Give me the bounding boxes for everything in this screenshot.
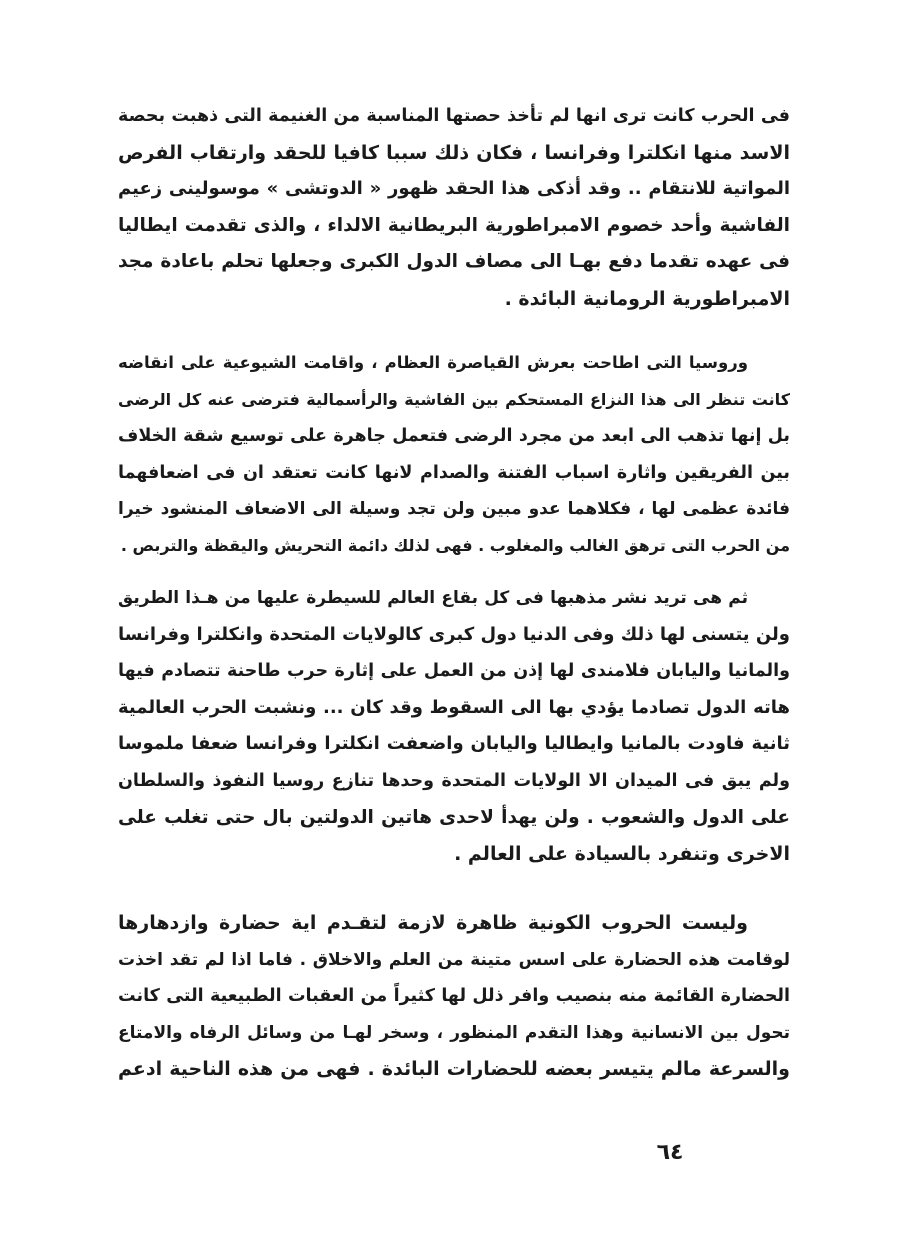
text-line: فى عهده تقدما دفع بهـا الى مصاف الدول الكبرى وجعلها تحلم باعادة مجد [118,251,790,273]
text-line: ثانية فاودت بالمانيا وايطاليا واليابان واضعفت انكلترا وفرانسا ضعفا ملموسا [118,733,790,755]
text-line: وروسيا التى اطاحت بعرش القياصرة العظام ، واقامت الشيوعية على انقاضه [118,353,748,372]
page-number: ٦٤ [656,1140,684,1165]
text-line: تحول بين الانسانية وهذا التقدم المنظور ، وسخر لهـا من وسائل الرفاه والامتاع [118,1022,790,1043]
text-line: والسرعة مالم يتيسر بعضه للحضارات البائدة . فهى من هذه الناحية ادعم [118,1058,790,1081]
text-line: فى الحرب كانت ترى انها لم تأخذ حصتها المناسبة من الغنيمة التى ذهبت بحصة [118,106,790,126]
text-line: بين الفريقين واثارة اسباب الفتنة والصدام لانها كانت تعتقد ان فى اضعافهما [118,462,790,483]
text-line: بل إنها تذهب الى ابعد من مجرد الرضى فتعمل جاهرة على توسيع شقة الخلاف [118,426,790,447]
text-line: الاسد منها انكلترا وفرانسا ، فكان ذلك سببا كافيا للحقد وارتقاب الفرص [118,141,790,164]
text-line: ولن يتسنى لها ذلك وفى الدنيا دول كبرى كالولايات المتحدة وانكلترا وفرانسا [118,623,790,645]
text-line: لوقامت هذه الحضارة على اسس متينة من العلم والاخلاق . فاما اذا لم تقد اخذت [118,949,790,970]
text-line: الفاشية وأحد خصوم الامبراطورية البريطانية الالداء ، والذى تقدمت ايطاليا [118,214,790,236]
text-line: كانت تنظر الى هذا النزاع المستحكم بين الفاشية والرأسمالية فترضى عنه كل الرضى [118,389,790,409]
text-line: على الدول والشعوب . ولن يهدأ لاحدى هاتين الدولتين بال حتى تغلب على [118,806,790,828]
text-line: الامبراطورية الرومانية البائدة . [504,287,790,310]
text-line: وليست الحروب الكونية ظاهرة لازمة لتقـدم اية حضارة وازدهارها [118,912,748,934]
text-line: هاته الدول تصادما يؤدي بها الى السقوط وقد كان ... ونشبت الحرب العالمية [118,696,790,718]
text-line: الاخرى وتنفرد بالسيادة على العالم . [454,843,790,866]
paragraph-4 [118,905,790,1088]
paragraph-3 [118,580,790,873]
paragraph-2 [118,345,790,565]
text-line: فائدة عظمى لها ، فكلاهما عدو مبين ولن تجد وسيلة الى الاضعاف المنشود خيرا [118,499,790,520]
text-line: الحضارة القائمة منه بنصيب وافر ذلل لها كثيراً من العقبات الطبيعية التى كانت [118,986,790,1007]
text-line: ثم هى تريد نشر مذهبها فى كل بقاع العالم للسيطرة عليها من هـذا الطريق [118,588,748,608]
paragraph-1 [118,98,790,318]
text-line: والمانيا واليابان فلامندى لها إذن من العمل على إثارة حرب طاحنة تتصادم فيها [118,661,790,682]
text-line: ولم يبق فى الميدان الا الولايات المتحدة وحدها تنازع روسيا النفوذ والسلطان [118,770,790,791]
text-line: المواتية للانتقام .. وقد أذكى هذا الحقد ظهور « الدوتشى » موسولينى زعيم [118,178,790,200]
text-line: من الحرب التى ترهق الغالب والمغلوب . فهى لذلك دائمة التحريش واليقظة والتربص . [120,535,790,555]
